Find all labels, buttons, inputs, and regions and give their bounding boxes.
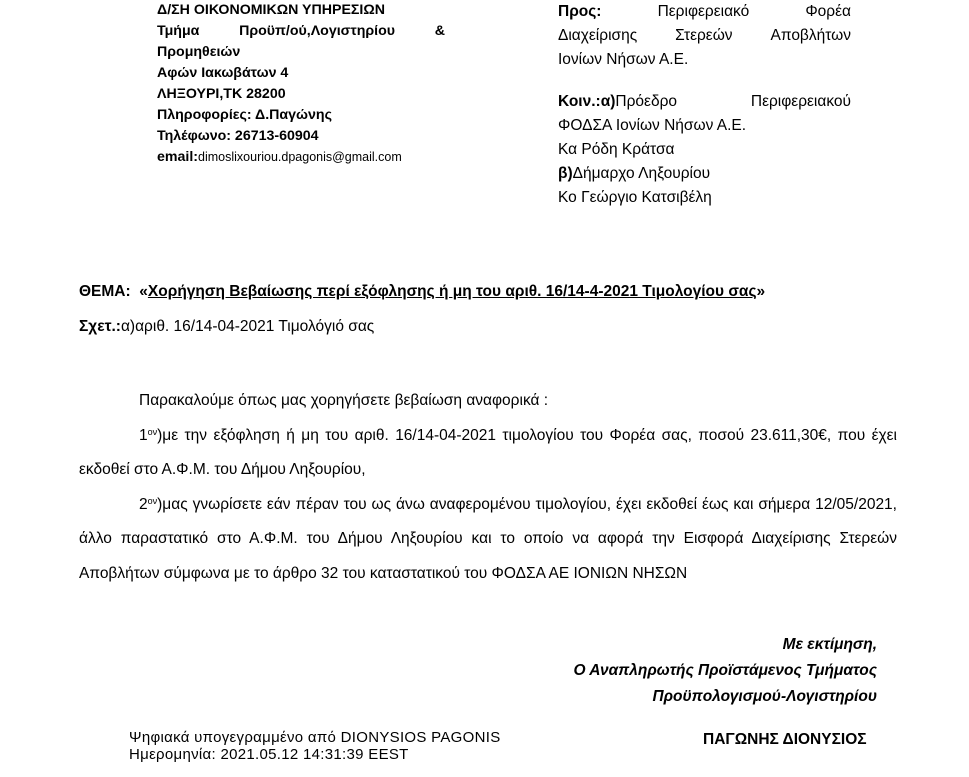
recipient-block <box>558 0 851 210</box>
recipient-to-line-2 <box>558 24 851 48</box>
subject-line <box>79 283 765 301</box>
recipient-to-line-3: Ιονίων Νήσων Α.Ε. <box>558 51 689 68</box>
recipient-to-label: Προς: <box>558 3 602 20</box>
recipient-cc-line-4 <box>558 162 851 186</box>
recipient-to-line-1 <box>558 0 851 24</box>
sender-address: Αφών Ιακωβάτων 4 <box>157 65 289 81</box>
sender-email-value: dimoslixouriou.dpagonis@gmail.com <box>198 150 402 164</box>
sender-department: Δ/ΣΗ ΟΙΚΟΝΟΜΙΚΩΝ ΥΠΗΡΕΣΙΩΝ <box>157 2 385 18</box>
digital-signature-stamp <box>129 729 501 763</box>
recipient-cc-b-label: β) <box>558 165 573 182</box>
sender-block <box>157 0 457 168</box>
reference-line <box>79 318 374 336</box>
signer-name: ΠΑΓΩΝΗΣ ΔΙΟΝΥΣΙΟΣ <box>703 731 867 748</box>
item2-text: )μας γνωρίσετε εάν πέραν του ως άνω αναφερομένου τιμολογίου, έχει εκδοθεί έως και σήμερα 12/05/2021, άλλο παραστατικό στο Α.Φ.Μ. του Δήμου Ληξουρίου και το οποίο να αφορά την Εισφορά Διαχείρισης Στερεών Αποβλήτων σύμφωνα με το άρθρο 32 του καταστατικού του ΦΟΔΣΑ ΑΕ ΙΟΝΙΩΝ ΝΗΣΩΝ <box>79 495 897 582</box>
body-item-2 <box>79 488 897 592</box>
recipient-cc-line-3: Κα Ρόδη Κράτσα <box>558 141 675 158</box>
item2-ordinal: ον <box>147 495 158 506</box>
recipient-to-line2-word-3: Αποβλήτων <box>770 27 851 44</box>
reference-text: α)αριθ. 16/14-04-2021 Τιμολόγιό σας <box>120 318 375 335</box>
reference-label: Σχετ.: <box>79 318 121 335</box>
sender-section-cont: Προμηθειών <box>157 44 241 60</box>
body-intro: Παρακαλούμε όπως μας χορηγήσετε βεβαίωση αναφορικά : <box>139 392 549 409</box>
recipient-cc-mayor: Δήμαρχο Ληξουρίου <box>572 165 711 182</box>
digital-signature-date: Ημερομηνία: 2021.05.12 14:31:39 EEST <box>129 746 409 763</box>
closing-department: Προϋπολογισμού-Λογιστηρίου <box>652 688 877 705</box>
recipient-cc-line-2: ΦΟΔΣΑ Ιονίων Νήσων Α.Ε. <box>558 117 747 134</box>
recipient-cc-line1-word-1: Πρόεδρο <box>615 93 678 110</box>
subject-text: Χορήγηση Βεβαίωσης περί εξόφλησης ή μη του αριθ. 16/14-4-2021 Τιμολογίου σας <box>147 283 757 300</box>
sender-phone: Τηλέφωνο: 26713-60904 <box>157 128 319 144</box>
letter-body <box>79 384 897 591</box>
recipient-to-line2-word-2: Στερεών <box>675 27 733 44</box>
closing-regards: Με εκτίμηση, <box>782 636 877 653</box>
sender-section-word-1: Τμήμα <box>157 23 200 39</box>
recipient-to-word-1: Περιφερειακό <box>657 3 750 20</box>
subject-close-quote: » <box>756 283 766 300</box>
item1-text: )με την εξόφληση ή μη του αριθ. 16/14-04-2021 τιμολογίου του Φορέα σας, ποσού 23.611,30€, που έχει εκδοθεί στο Α.Φ.Μ. του Δήμου Ληξουρίου, <box>79 426 897 478</box>
sender-city: ΛΗΞΟΥΡΙ,ΤΚ 28200 <box>157 86 286 102</box>
item1-number: 1 <box>139 426 148 444</box>
recipient-cc-line1-word-2: Περιφερειακού <box>750 93 851 110</box>
subject-label: ΘΕΜΑ: <box>79 283 131 300</box>
body-item-1 <box>79 419 897 488</box>
item2-number: 2 <box>139 495 148 513</box>
closing-block <box>573 632 877 710</box>
digital-signature-signer: Ψηφιακά υπογεγραμμένο από DIONYSIOS PAGONIS <box>129 729 501 746</box>
recipient-cc-line-1 <box>558 90 851 114</box>
sender-email-label: email: <box>157 149 199 165</box>
sender-section-word-2: Προϋπ/ού,Λογιστηρίου <box>239 23 396 39</box>
item1-ordinal: ον <box>147 426 158 437</box>
recipient-cc-line-5: Κο Γεώργιο Κατσιβέλη <box>558 189 712 206</box>
sender-section <box>157 21 445 42</box>
sender-email <box>157 147 457 168</box>
recipient-cc-label: Κοιν.:α) <box>558 93 616 110</box>
sender-info: Πληροφορίες: Δ.Παγώνης <box>157 107 332 123</box>
subject-open-quote: « <box>139 283 148 300</box>
recipient-gap <box>558 72 851 90</box>
recipient-to-word-2: Φορέα <box>805 3 851 20</box>
sender-section-word-3: & <box>434 23 445 39</box>
closing-title: Ο Αναπληρωτής Προϊστάμενος Τμήματος <box>573 662 877 679</box>
recipient-to-line2-word-1: Διαχείρισης <box>558 27 638 44</box>
